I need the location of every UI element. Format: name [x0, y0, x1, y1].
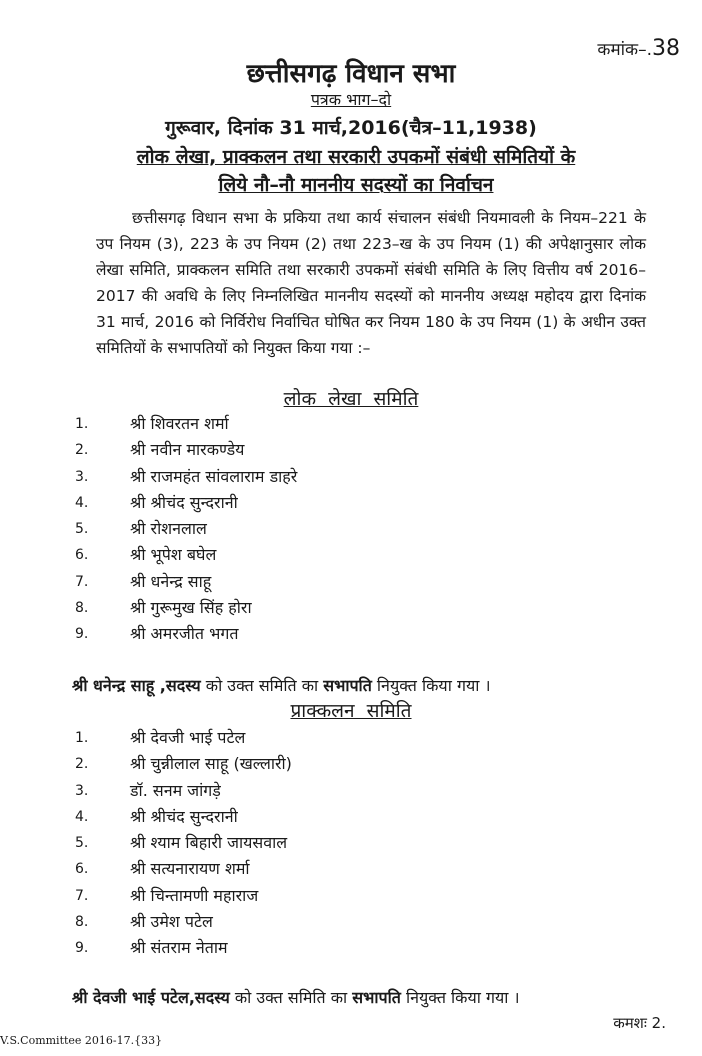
committee-title-estimates: प्राक्कलन समिति	[290, 700, 412, 722]
member-name: श्री रोशनलाल	[130, 519, 207, 539]
serial-label: कमांक–.	[597, 40, 652, 60]
intro-paragraph: छत्तीसगढ़ विधान सभा के प्रकिया तथा कार्य संचालन संबंधी नियमावली के नियम–221 के उप नियम (3), 223 के उप नियम (2) तथा 223–ख के उप नियम (1) की अपेक्षानुसार लोक लेखा समिति, प्राक्कलन समिति तथा सरकारी उपकमों संबंधी समिति के लिए वित्तीय वर्ष 2016–2017 की अवधि के लिए निम्नलिखित माननीय सदस्यों को माननीय अध्यक्ष महोदय द्वारा दिनांक 31 मार्च, 2016 को निर्विरोध निर्वाचित घोषित कर नियम 180 के उप नियम (1) के अधीन उक्त समितियों के सभापतियों को नियुक्त किया गया :–	[96, 209, 646, 357]
chair-role: सभापति	[352, 988, 401, 1007]
member-number: 7.	[75, 887, 89, 904]
member-name: श्री चिन्तामणी महाराज	[130, 885, 259, 905]
member-name: श्री देवजी भाई पटेल	[130, 728, 246, 747]
member-name: श्री धनेन्द्र साहू	[130, 571, 212, 591]
document-heading-line-1: लोक लेखा, प्राक्कलन तथा सरकारी उपकमों संबंधी समितियों के	[136, 146, 576, 168]
member-number: 9.	[75, 626, 89, 643]
document-part: पत्रक भाग–दो	[310, 90, 392, 109]
chair-text: को उक्त समिति का	[229, 988, 353, 1007]
member-number: 2.	[75, 756, 89, 773]
member-number: 3.	[75, 782, 89, 799]
chair-appointment-public-accounts	[72, 674, 652, 696]
document-date: गुरूवार, दिनांक 31 मार्च,2016(चैत्र–11,1938)	[165, 117, 537, 139]
member-name: श्री उमेश पटेल	[130, 912, 213, 932]
member-number: 6.	[75, 861, 89, 878]
chair-name: श्री धनेन्द्र साहू ,सदस्य	[72, 676, 201, 695]
member-number: 1.	[75, 730, 89, 746]
member-name: श्री गुरूमुख सिंह होरा	[130, 598, 252, 618]
member-name: श्री भूपेश बघेल	[130, 545, 217, 565]
serial-handwritten-number: 38	[652, 36, 680, 61]
member-number: 9.	[75, 940, 89, 957]
footer-reference: V.S.Committee 2016-17.{33}	[0, 1034, 163, 1047]
member-number: 4.	[75, 494, 89, 511]
document-title: छत्तीसगढ़ विधान सभा	[246, 59, 456, 89]
member-number: 7.	[75, 573, 89, 590]
member-number: 8.	[75, 600, 89, 617]
member-number: 2.	[75, 442, 89, 459]
member-number: 1.	[75, 416, 89, 432]
member-number: 8.	[75, 914, 89, 931]
member-number: 6.	[75, 547, 89, 564]
member-name: श्री नवीन मारकण्डेय	[130, 440, 245, 460]
committee-title-public-accounts: लोक लेखा समिति	[283, 388, 419, 410]
continued-marker: कमशः 2.	[613, 1014, 666, 1032]
chair-text: नियुक्त किया गया ।	[371, 676, 491, 695]
member-name: श्री श्रीचंद सुन्दरानी	[130, 492, 238, 512]
member-name: श्री श्याम बिहारी जायसवाल	[130, 833, 288, 853]
chair-text: नियुक्त किया गया ।	[400, 988, 520, 1007]
member-name: श्री संतराम नेताम	[130, 938, 228, 958]
document-heading-line-2: लिये नौ–नौ माननीय सदस्यों का निर्वाचन	[218, 174, 494, 196]
chair-text: को उक्त समिति का	[200, 676, 324, 695]
chair-role: सभापति	[323, 676, 372, 695]
member-name: श्री चुन्नीलाल साहू (खल्लारी)	[130, 754, 292, 774]
member-name: श्री सत्यनारायण शर्मा	[130, 859, 250, 879]
member-number: 5.	[75, 521, 89, 538]
member-name: श्री अमरजीत भगत	[130, 624, 239, 644]
member-name: श्री शिवरतन शर्मा	[130, 414, 229, 433]
member-name: डॉ. सनम जांगड़े	[130, 780, 221, 800]
member-number: 3.	[75, 468, 89, 485]
member-name: श्री राजमहंत सांवलाराम डाहरे	[130, 466, 298, 486]
member-number: 4.	[75, 808, 89, 825]
chair-appointment-estimates	[72, 986, 652, 1008]
member-number: 5.	[75, 835, 89, 852]
member-name: श्री श्रीचंद सुन्दरानी	[130, 806, 238, 826]
chair-name: श्री देवजी भाई पटेल,सदस्य	[72, 988, 230, 1007]
